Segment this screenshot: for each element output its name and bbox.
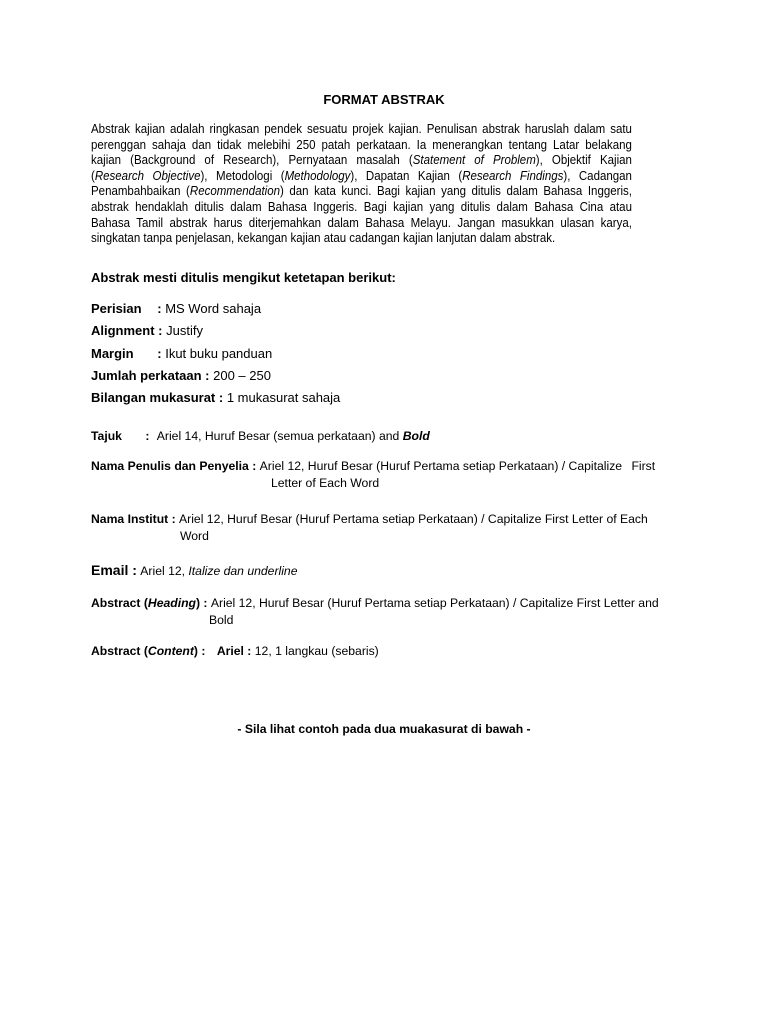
- format-key-italic: Heading: [147, 596, 196, 610]
- format-nama-institut: [91, 511, 648, 545]
- intro-text: ) dan kata kunci. Bagi kajian yang ditulis dalam Bahasa Inggeris,: [280, 184, 632, 199]
- rule-value: MS Word sahaja: [165, 301, 262, 316]
- intro-line: [91, 122, 632, 138]
- page-title: FORMAT ABSTRAK: [323, 92, 445, 107]
- footer-note: - Sila lihat contoh pada dua muakasurat di bawah -: [237, 722, 531, 736]
- format-email: [91, 562, 298, 580]
- format-key: Email :: [91, 562, 137, 578]
- format-value: 12, 1 langkau (sebaris): [254, 644, 379, 658]
- format-nama-penulis: [91, 458, 691, 492]
- format-abstract-content: [91, 643, 379, 660]
- intro-text: Abstrak kajian adalah ringkasan pendek sesuatu projek kajian. Penulisan abstrak haruslah dalam satu: [91, 122, 632, 136]
- rule-value: Justify: [166, 323, 203, 338]
- intro-text: kajian (Background of Research), Pernyataan masalah (: [91, 153, 413, 168]
- rule-value: 200 – 250: [213, 368, 271, 383]
- format-key: Abstract (: [91, 644, 148, 658]
- intro-text: Penambahbaikan (: [91, 184, 190, 199]
- rules-heading: Abstrak mesti ditulis mengikut ketetapan berikut:: [91, 270, 396, 285]
- rule-key: Perisian: [91, 301, 142, 316]
- rule-margin: [91, 346, 272, 361]
- intro-text: ), Dapatan Kajian (: [350, 168, 463, 183]
- format-value-line2: Letter of Each Word: [271, 476, 380, 490]
- format-key: Tajuk: [91, 429, 122, 443]
- intro-line: [91, 169, 632, 185]
- intro-text: Bahasa Tamil abstrak harus diterjemahkan dalam Bahasa Melayu. Jangan masukkan ulasan karya,: [91, 215, 632, 230]
- rule-colon: :: [157, 346, 162, 361]
- intro-line: [91, 184, 632, 200]
- format-colon: :: [145, 429, 150, 443]
- intro-italic: Research Objective: [94, 168, 201, 183]
- intro-text: ), Cadangan: [563, 168, 632, 183]
- format-key: ) :: [195, 596, 208, 610]
- rule-alignment: [91, 323, 203, 338]
- format-value-italic: Italize dan underline: [188, 564, 298, 578]
- intro-italic: Statement of Problem: [412, 153, 536, 168]
- intro-italic: Methodology: [284, 168, 351, 183]
- format-value-line2: Bold: [209, 613, 234, 627]
- intro-text: perenggan sahaja dan tidak melebihi 250 patah perkataan. Ia menerangkan tentang Latar belakang: [91, 137, 632, 152]
- format-value-key: Ariel :: [216, 644, 252, 658]
- intro-line: [91, 153, 632, 169]
- intro-text: (: [91, 168, 95, 183]
- intro-line: [91, 216, 632, 232]
- format-key-italic: Content: [147, 644, 194, 658]
- format-value: Ariel 12, Huruf Besar (Huruf Pertama setiap Perkataan) / Capitalize First Letter and: [210, 596, 659, 610]
- rule-jumlah: [91, 368, 271, 383]
- rule-value: Ikut buku panduan: [165, 346, 273, 361]
- intro-italic: Research Findings: [462, 168, 564, 183]
- rule-colon: :: [157, 301, 162, 316]
- intro-line: [91, 231, 632, 247]
- format-tajuk: [91, 428, 430, 445]
- intro-italic: Recommendation: [189, 184, 281, 199]
- format-value: First: [631, 459, 656, 473]
- rule-value: 1 mukasurat sahaja: [226, 390, 341, 405]
- intro-text: abstrak hendaklah ditulis dalam Bahasa Inggeris. Bagi kajian yang ditulis dalam Bahasa Cina atau: [91, 199, 632, 214]
- intro-text: ), Objektif Kajian: [535, 153, 632, 168]
- format-abstract-heading: [91, 595, 659, 629]
- format-value-line2: Word: [180, 529, 209, 543]
- format-key: ) :: [193, 644, 206, 658]
- intro-paragraph: [91, 122, 632, 247]
- format-value: Ariel 12, Huruf Besar (Huruf Pertama setiap Perkataan) / Capitalize First Letter of Each: [179, 512, 648, 526]
- rule-bilangan: [91, 390, 340, 405]
- rule-perisian: [91, 301, 261, 316]
- format-key: Nama Penulis dan Penyelia :: [91, 459, 257, 473]
- rule-key: Alignment :: [91, 323, 163, 338]
- format-value-bold: Bold: [402, 429, 430, 443]
- intro-line: [91, 138, 632, 154]
- rule-key: Jumlah perkataan :: [91, 368, 210, 383]
- format-key: Abstract (: [91, 596, 148, 610]
- format-value: Ariel 12,: [140, 564, 186, 578]
- format-value: Ariel 12, Huruf Besar (Huruf Pertama setiap Perkataan) / Capitalize: [259, 459, 623, 473]
- intro-line: [91, 200, 632, 216]
- rule-key: Margin: [91, 346, 134, 361]
- intro-text: singkatan tanpa penjelasan, kekangan kajian atau cadangan kajian lanjutan dalam abstrak.: [91, 231, 556, 246]
- intro-text: ), Metodologi (: [200, 168, 285, 183]
- rule-key: Bilangan mukasurat :: [91, 390, 224, 405]
- format-value: Ariel 14, Huruf Besar (semua perkataan) and: [156, 429, 400, 443]
- format-key: Nama Institut :: [91, 512, 176, 526]
